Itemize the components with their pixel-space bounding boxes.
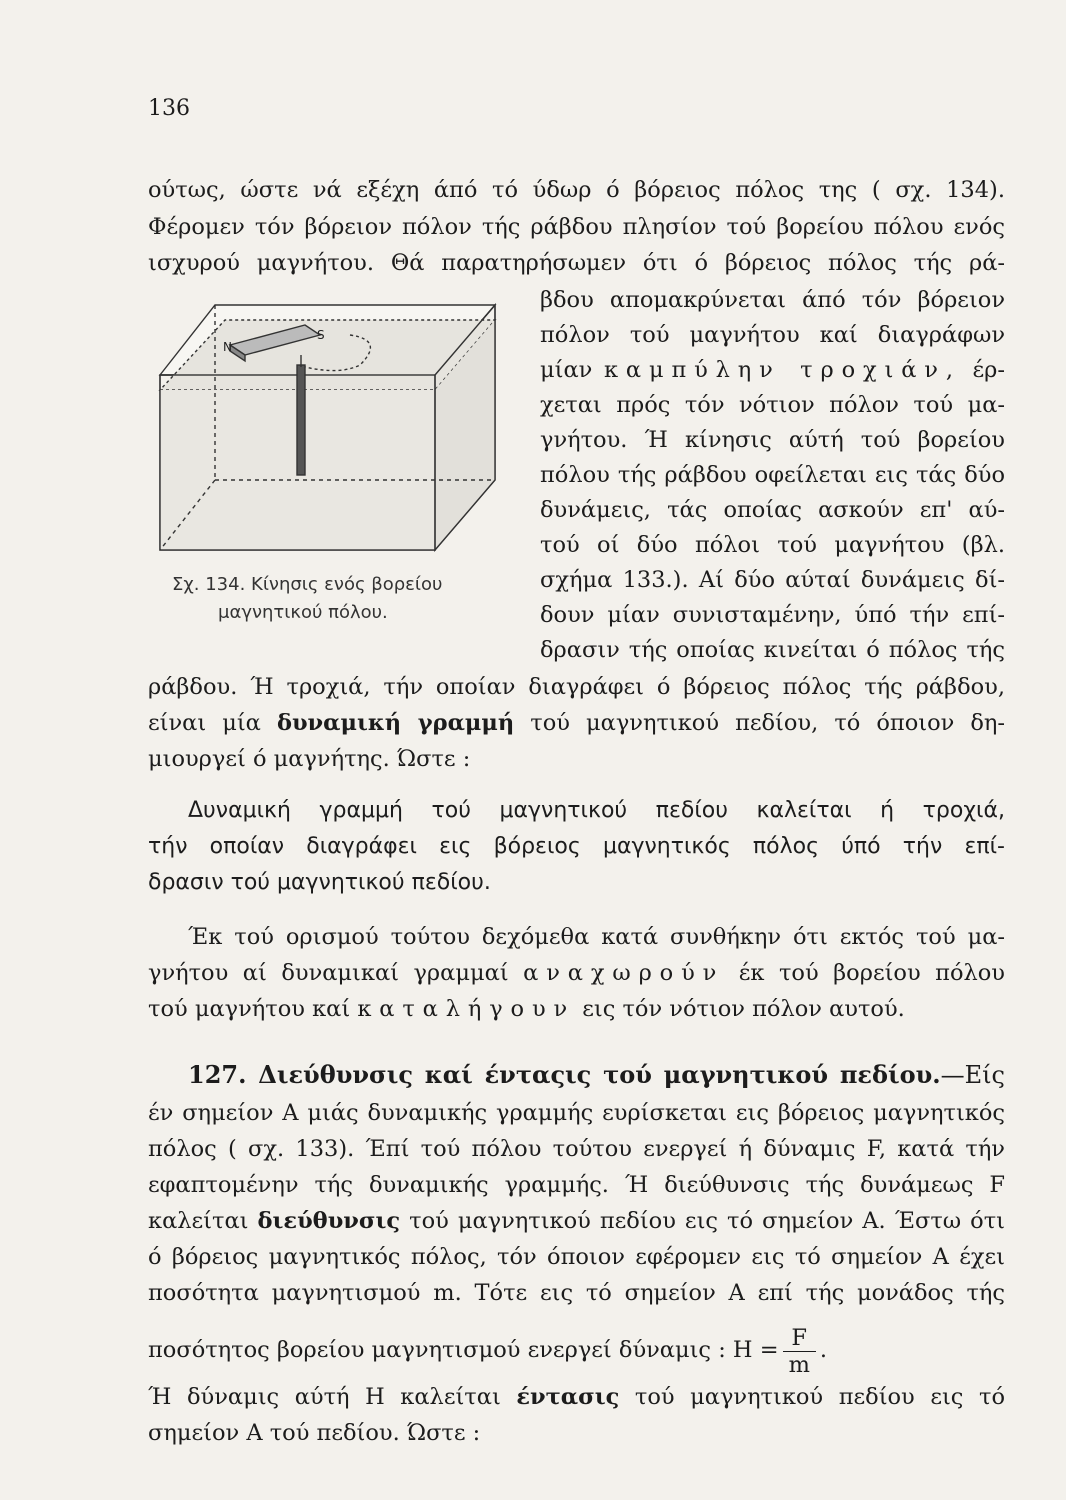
text-line: ποσότητα μαγνητισμού m. Τότε εις τό σημείον Α επί τής μονάδος τής	[148, 1280, 1005, 1306]
definition-line: δρασιν τού μαγνητικού πεδίου.	[148, 870, 491, 895]
figure-caption: μαγνητικού πόλου.	[218, 602, 388, 623]
spaced-text: καμπύλην τροχιάν,	[603, 357, 961, 383]
text-line	[148, 708, 1005, 738]
text-line: δρασιν τής οποίας κινείται ό πόλος τής	[540, 637, 1005, 663]
text-line	[148, 1206, 1005, 1236]
equation-line	[148, 1322, 1005, 1378]
spaced-text: αναχωρούν	[523, 960, 725, 986]
text-line: έν σημείον Α μιάς δυναμικής γραμμής ευρίσκεται εις βόρειος μαγνητικός	[148, 1100, 1005, 1126]
text-line	[148, 994, 1005, 1024]
fraction-numerator: F	[783, 1325, 816, 1352]
fraction	[783, 1325, 816, 1378]
text-run: έκ τού βορείου πόλου	[724, 960, 1005, 986]
text-line: ράβδου. Ή τροχιά, τήν οποίαν διαγράφει ό βόρειος πόλος τής ράβδου,	[148, 674, 1005, 700]
bold-term: διεύθυνσις	[257, 1208, 401, 1234]
text-line: πόλου τής ράβδου οφείλεται εις τάς δύο	[540, 462, 1005, 488]
text-run: τού μαγνητικού πεδίου εις τό σημείον Α. Έστω ότι	[400, 1208, 1005, 1234]
text-line: βδου απομακρύνεται άπό τόν βόρειον	[540, 287, 1005, 313]
text-line	[148, 1382, 1005, 1412]
text-line: δυνάμεις, τάς οποίας ασκούν επ' αύ-	[540, 497, 1005, 523]
text-line: δουν μίαν συνισταμένην, ύπό τήν επί-	[540, 602, 1005, 628]
text-line: χεται πρός τόν νότιον πόλον τού μα-	[540, 392, 1005, 418]
definition-line: τήν οποίαν διαγράφει εις βόρειος μαγνητικός πόλος ύπό τήν επί-	[148, 834, 1005, 859]
text-line: πόλος ( σχ. 133). Έπί τού πόλου τούτου ενεργεί ή δύναμις F, κατά τήν	[148, 1136, 1005, 1162]
text-line	[540, 355, 1005, 385]
text-run: μίαν	[540, 357, 604, 383]
text-line: σημείον Α τού πεδίου. Ώστε :	[148, 1420, 481, 1446]
text-line: γνήτου. Ή κίνησις αύτή τού βορείου	[540, 427, 1005, 453]
section-heading-line	[188, 1060, 1005, 1090]
text-run: καλείται	[148, 1208, 258, 1234]
text-line: ισχυρού μαγνήτου. Θά παρατηρήσωμεν ότι ό βόρειος πόλος τής ρά-	[148, 250, 1005, 276]
text-line: εφαπτομένην τής δυναμικής γραμμής. Ή διεύθυνσις τής δυνάμεως F	[148, 1172, 1005, 1198]
n-pole-label: N	[223, 340, 232, 354]
bold-term: δυναμική γραμμή	[276, 710, 515, 736]
figure-caption: Σχ. 134. Κίνησις ενός βορείου	[172, 574, 443, 595]
text-line: σχήμα 133.). Αί δύο αύταί δυνάμεις δί-	[540, 567, 1005, 593]
text-run: εις τόν νότιον πόλον αυτού.	[575, 996, 905, 1022]
magnet-water-figure	[155, 295, 500, 565]
text-run: .	[819, 1337, 828, 1363]
text-run: τού μαγνητικού πεδίου, τό όποιον δη-	[514, 710, 1005, 736]
text-run: —Είς	[940, 1061, 1005, 1089]
text-line: τού οί δύο πόλοι τού μαγνήτου (βλ.	[540, 532, 1005, 558]
magnetized-rod	[297, 365, 305, 475]
fraction-denominator: m	[788, 1351, 810, 1378]
section-heading: 127. Διεύθυνσις καί ένταςις τού μαγνητικού πεδίου.	[188, 1060, 941, 1089]
text-line: ό βόρειος μαγνητικός πόλος, τόν όποιον εφέρομεν εις τό σημείον Α έχει	[148, 1244, 1005, 1270]
page-number: 136	[148, 96, 190, 121]
text-line	[148, 958, 1005, 988]
text-line: ούτως, ώστε νά εξέχη άπό τό ύδωρ ό βόρειος πόλος της ( σχ. 134).	[148, 177, 1005, 203]
text-run: Ή δύναμις αύτή Η καλείται	[148, 1384, 517, 1410]
text-line: πόλον τού μαγνήτου καί διαγράφων	[540, 322, 1005, 348]
s-pole-label: S	[317, 328, 325, 342]
text-run: γνήτου αί δυναμικαί γραμμαί	[148, 960, 524, 986]
text-run: είναι μία	[148, 710, 277, 736]
definition-line: Δυναμική γραμμή τού μαγνητικού πεδίου καλείται ή τροχιά,	[188, 798, 1005, 823]
text-run: τού μαγνήτου καί	[148, 996, 358, 1022]
spaced-text: καταλήγουν	[357, 996, 576, 1022]
text-line: μιουργεί ό μαγνήτης. Ώστε :	[148, 746, 471, 772]
text-run: ποσότητος βορείου μαγνητισμού ενεργεί δύναμις : Η =	[148, 1337, 779, 1363]
text-run: έρ-	[960, 357, 1005, 383]
text-run: τού μαγνητικού πεδίου εις τό	[619, 1384, 1005, 1410]
text-line: Φέρομεν τόν βόρειον πόλον τής ράβδου πλησίον τού βορείου πόλου ενός	[148, 214, 1005, 240]
text-line: Έκ τού ορισμού τούτου δεχόμεθα κατά συνθήκην ότι εκτός τού μα-	[188, 924, 1005, 950]
bold-term: έντασις	[516, 1384, 620, 1410]
